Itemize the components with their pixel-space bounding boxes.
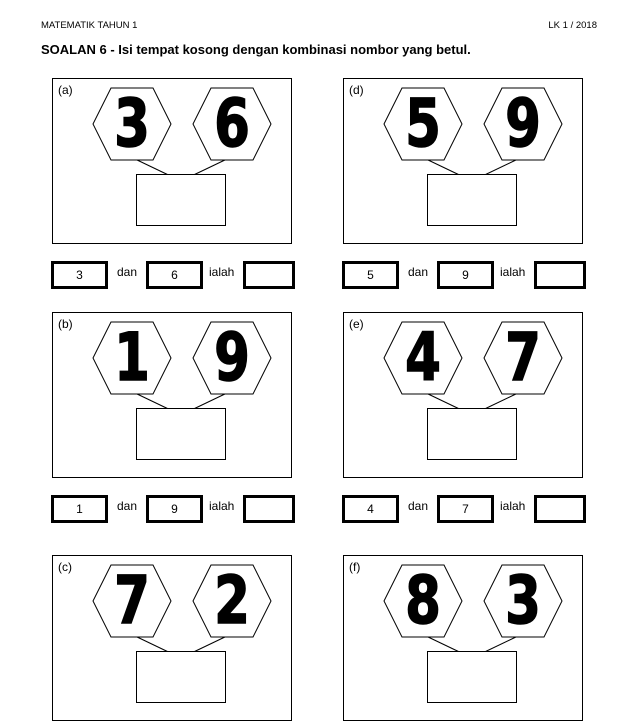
sentence-row-a — [51, 261, 295, 289]
word-dan: dan — [408, 265, 429, 279]
left-number-hexagon — [91, 563, 173, 639]
right-number: 9 — [505, 85, 541, 162]
word-ialah: ialah — [209, 265, 235, 279]
problem-panel-b — [52, 312, 292, 478]
right-number-hexagon — [482, 86, 564, 162]
second-number-box: 9 — [146, 495, 203, 523]
left-number: 1 — [114, 319, 150, 396]
sum-answer-box[interactable] — [136, 174, 226, 226]
right-number: 3 — [505, 562, 541, 639]
second-number-box: 9 — [437, 261, 494, 289]
right-number: 6 — [214, 85, 250, 162]
question-title: SOALAN 6 - Isi tempat kosong dengan kombinasi nombor yang betul. — [41, 42, 471, 57]
left-number-hexagon — [382, 563, 464, 639]
second-number-box: 6 — [146, 261, 203, 289]
result-blank-box[interactable] — [243, 261, 295, 289]
problem-label: (d) — [349, 83, 364, 97]
sum-answer-box[interactable] — [136, 408, 226, 460]
result-blank-box[interactable] — [534, 495, 586, 523]
result-blank-box[interactable] — [534, 261, 586, 289]
right-number-hexagon — [482, 563, 564, 639]
problem-panel-e — [343, 312, 583, 478]
sum-answer-box[interactable] — [136, 651, 226, 703]
left-number: 5 — [405, 85, 441, 162]
first-number-box: 1 — [51, 495, 108, 523]
sentence-row-e — [342, 495, 586, 523]
word-dan: dan — [117, 499, 138, 513]
first-number-box: 3 — [51, 261, 108, 289]
sum-answer-box[interactable] — [427, 174, 517, 226]
sentence-row-b — [51, 495, 295, 523]
problem-panel-f — [343, 555, 583, 721]
right-number: 2 — [214, 562, 250, 639]
word-dan: dan — [408, 499, 429, 513]
left-number: 3 — [114, 85, 150, 162]
problem-label: (e) — [349, 317, 364, 331]
problem-label: (f) — [349, 560, 361, 574]
problem-panel-d — [343, 78, 583, 244]
right-number: 9 — [214, 319, 250, 396]
first-number-box: 4 — [342, 495, 399, 523]
problem-label: (a) — [58, 83, 73, 97]
right-number: 7 — [505, 319, 541, 396]
left-number-hexagon — [382, 320, 464, 396]
left-number-hexagon — [91, 86, 173, 162]
second-number-box: 7 — [437, 495, 494, 523]
problem-panel-c — [52, 555, 292, 721]
first-number-box: 5 — [342, 261, 399, 289]
word-ialah: ialah — [209, 499, 235, 513]
problem-label: (c) — [58, 560, 72, 574]
header-subject: MATEMATIK TAHUN 1 — [41, 20, 138, 31]
sum-answer-box[interactable] — [427, 408, 517, 460]
sum-answer-box[interactable] — [427, 651, 517, 703]
left-number: 4 — [405, 319, 441, 396]
problem-label: (b) — [58, 317, 73, 331]
right-number-hexagon — [191, 86, 273, 162]
left-number-hexagon — [382, 86, 464, 162]
right-number-hexagon — [191, 320, 273, 396]
word-ialah: ialah — [500, 499, 526, 513]
word-dan: dan — [117, 265, 138, 279]
result-blank-box[interactable] — [243, 495, 295, 523]
left-number: 8 — [405, 562, 441, 639]
right-number-hexagon — [482, 320, 564, 396]
header-code: LK 1 / 2018 — [548, 20, 597, 31]
word-ialah: ialah — [500, 265, 526, 279]
sentence-row-d — [342, 261, 586, 289]
left-number: 7 — [114, 562, 150, 639]
left-number-hexagon — [91, 320, 173, 396]
right-number-hexagon — [191, 563, 273, 639]
problem-panel-a — [52, 78, 292, 244]
